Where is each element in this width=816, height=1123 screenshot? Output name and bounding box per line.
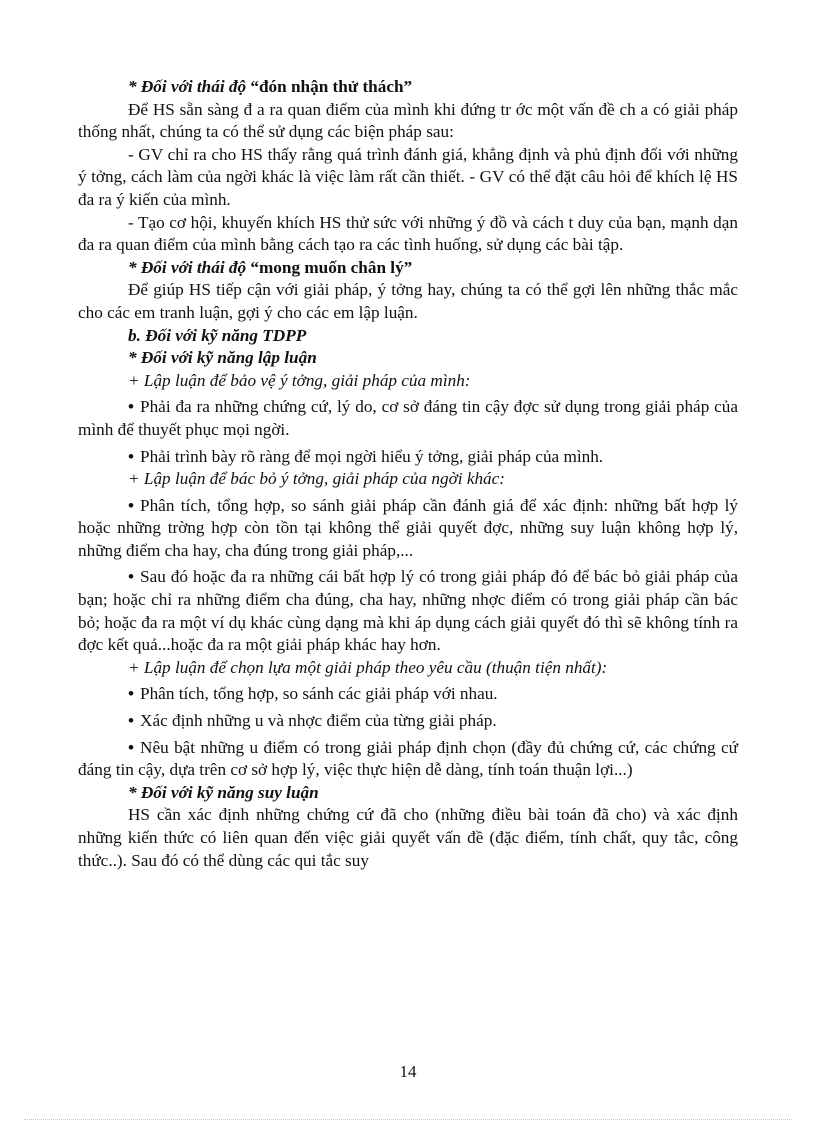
bullet-item: • Xác định những u và nhợc điểm của từng giải pháp. (78, 710, 738, 733)
section-heading: * Đối với kỹ năng suy luận (128, 782, 319, 802)
bullet-item: • Phải đa ra những chứng cứ, lý do, cơ sở đáng tin cậy đợc sử dụng trong giải pháp của mình để thuyết phục mọi ngời. (78, 396, 738, 441)
subheading: + Lập luận để bảo vệ ý tởng, giải pháp của mình: (128, 370, 471, 390)
bullet-item: • Phân tích, tổng hợp, so sánh các giải pháp với nhau. (78, 683, 738, 706)
paragraph: - Tạo cơ hội, khuyến khích HS thử sức với những ý đồ và cách t duy của bạn, mạnh dạn đa ra quan điểm của mình bằng cách tạo ra các tình huống, sử dụng các bài tập. (78, 212, 738, 255)
section-heading: * Đối với kỹ năng lập luận (128, 348, 317, 368)
bullet-item: • Phân tích, tổng hợp, so sánh giải pháp cần đánh giá để xác định: những bất hợp lý hoặc những trờng hợp còn tồn tại không thể giải quyết đợc, những suy luận không hợp lý, những điểm cha hay, cha đúng trong giải pháp,... (78, 495, 738, 563)
document-body (78, 76, 738, 872)
bullet-item: • Sau đó hoặc đa ra những cái bất hợp lý có trong giải pháp đó để bác bỏ giải pháp của bạn; hoặc chỉ ra những điểm cha đúng, cha hay, những nhợc điểm có trong giải pháp cần bác bỏ; hoặc đa ra một ví dụ khác cùng dạng mà khi áp dụng cách giải quyết đó thì sẽ không tính ra đợc kết quả...hoặc đa ra một giải pháp khác hay hơn. (78, 566, 738, 656)
bullet-item: • Phải trình bày rõ ràng để mọi ngời hiểu ý tởng, giải pháp của mình. (78, 446, 738, 469)
bullet-item: • Nêu bật những u điểm có trong giải pháp định chọn (đầy đủ chứng cứ, các chứng cứ đáng tin cậy, dựa trên cơ sở hợp lý, việc thực hiện dễ dàng, tính toán thuận lợi...) (78, 737, 738, 782)
page-bottom-divider (24, 1119, 792, 1120)
subheading: + Lập luận để bác bỏ ý tởng, giải pháp của ngời khác: (128, 469, 505, 489)
section-heading: * Đối với thái độ “đón nhận thử thách” (128, 77, 413, 96)
paragraph: Để HS sẵn sàng đ a ra quan điểm của mình khi đứng tr ớc một vấn đề ch a có giải pháp thống nhất, chúng ta có thể sử dụng các biện pháp sau: (78, 99, 738, 142)
subheading: + Lập luận để chọn lựa một giải pháp theo yêu cầu (thuận tiện nhất): (128, 657, 608, 677)
page-number: 14 (399, 1062, 417, 1081)
paragraph: Để giúp HS tiếp cận với giải pháp, ý tởng hay, chúng ta có thể gợi lên những thắc mắc cho các em tranh luận, gợi ý cho các em lập luận. (78, 280, 738, 322)
section-heading: * Đối với thái độ “mong muốn chân lý” (128, 257, 413, 277)
paragraph: - GV chỉ ra cho HS thấy rằng quá trình đánh giá, khẳng định và phủ định đối với những ý tởng, cách làm của ngời khác là việc làm rất cần thiết. - GV có thể đặt câu hỏi để khích lệ HS đa ra ý kiến của mình. (78, 144, 738, 209)
section-heading: b. Đối với kỹ năng TDPP (128, 325, 307, 345)
paragraph: HS cần xác định những chứng cứ đã cho (những điều bài toán đã cho) và xác định những kiến thức có liên quan đến việc giải quyết vấn đề (đặc điểm, tính chất, quy tắc, công thức..). Sau đó có thể dùng các qui tắc suy (78, 805, 738, 870)
